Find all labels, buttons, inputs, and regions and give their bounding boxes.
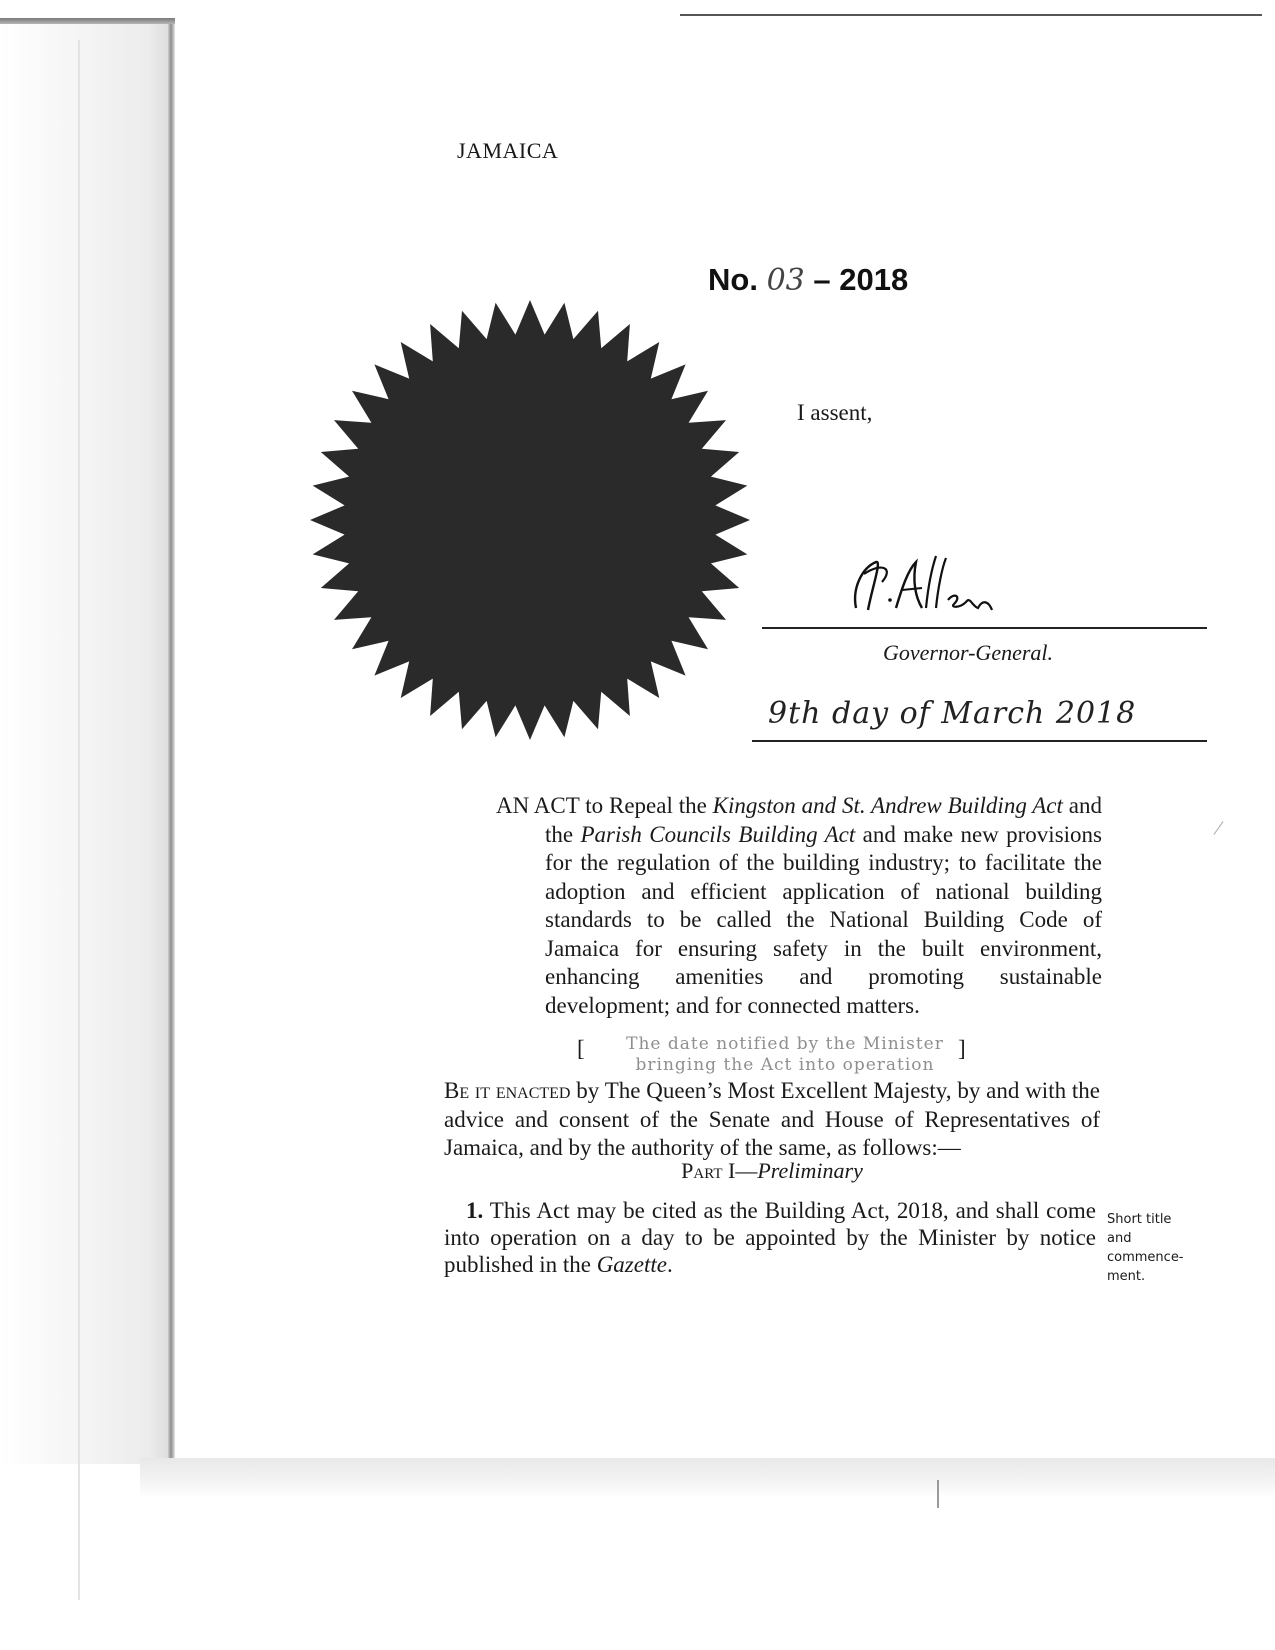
section-text: This Act may be cited as the Building Act, 2018, and shall come into operation on a day to be appointed by the Minister by notice published in the: [444, 1198, 1096, 1277]
enacting-clause: [444, 1077, 1100, 1163]
assent-text: I assent,: [797, 400, 873, 425]
date-line: [752, 740, 1207, 742]
commencement-stamp-line-2: bringing the Act into operation: [635, 1055, 935, 1075]
enacting-lead: Be it enacted: [444, 1078, 571, 1103]
commencement-stamp: [610, 1034, 960, 1076]
long-title-act-2: Parish Councils Building Act: [580, 821, 856, 847]
marginal-note-line: and: [1107, 1231, 1132, 1246]
assent-date-handwritten: 9th day of March 2018: [768, 696, 1137, 731]
long-title-rest: and make new provisions for the regulation of the building industry; to facilitate the adoption and efficient application of national building standards to be called the National Building Code of Jamaica for ensuring safety in the built environment, enhancing amenities and promoting sustainable development; and for connected matters.: [545, 821, 1102, 1018]
scan-page-edge: [168, 24, 174, 1464]
long-title-mid: and the: [545, 793, 1102, 847]
country-heading: JAMAICA: [457, 138, 559, 163]
seal-icon: [308, 298, 752, 742]
act-number: [708, 262, 908, 298]
part-title: Preliminary: [757, 1158, 863, 1183]
stray-mark: [1214, 821, 1224, 835]
commencement-stamp-line-1: The date notified by the Minister: [626, 1034, 944, 1054]
commencement-bracket-close: ]: [958, 1036, 966, 1061]
marginal-note: [1107, 1210, 1217, 1286]
long-title: [496, 792, 1102, 1020]
long-title-act-1: Kingston and St. Andrew Building Act: [712, 793, 1063, 818]
scan-edge-top: [680, 14, 1262, 16]
scan-shadow-left: [0, 24, 175, 1464]
part-label: Part I: [681, 1158, 736, 1183]
scan-mark: [937, 1480, 939, 1508]
section-end: .: [666, 1252, 673, 1277]
commencement-bracket-open: [: [577, 1036, 585, 1061]
part-heading: [444, 1158, 1100, 1184]
marginal-note-line: Short title: [1107, 1212, 1172, 1227]
marginal-note-line: commence-: [1107, 1250, 1184, 1265]
act-number-year: 2018: [839, 262, 909, 297]
act-number-prefix: No.: [708, 262, 758, 297]
governor-signature: [842, 548, 1002, 628]
scan-fold-line: [78, 40, 80, 1600]
act-number-dash: –: [813, 262, 831, 297]
signature-line: [762, 627, 1207, 629]
governor-general-label: Governor-General.: [883, 640, 1054, 665]
scan-shadow-bottom: [140, 1458, 1275, 1498]
long-title-lead: AN ACT to Repeal the: [496, 793, 713, 818]
part-dash: —: [735, 1158, 758, 1183]
enacting-text: by The Queen’s Most Excellent Majesty, by and with the advice and consent of the Senate and House of Representatives of Jamaica, and by the authority of the same, as follows:—: [444, 1078, 1100, 1160]
act-number-handwritten: 03: [766, 263, 805, 298]
section-gazette: Gazette: [596, 1252, 667, 1277]
section-number: 1.: [466, 1198, 484, 1223]
marginal-note-line: ment.: [1107, 1269, 1146, 1284]
scan-edge-top-left: [0, 18, 175, 24]
section-1: [444, 1197, 1096, 1278]
